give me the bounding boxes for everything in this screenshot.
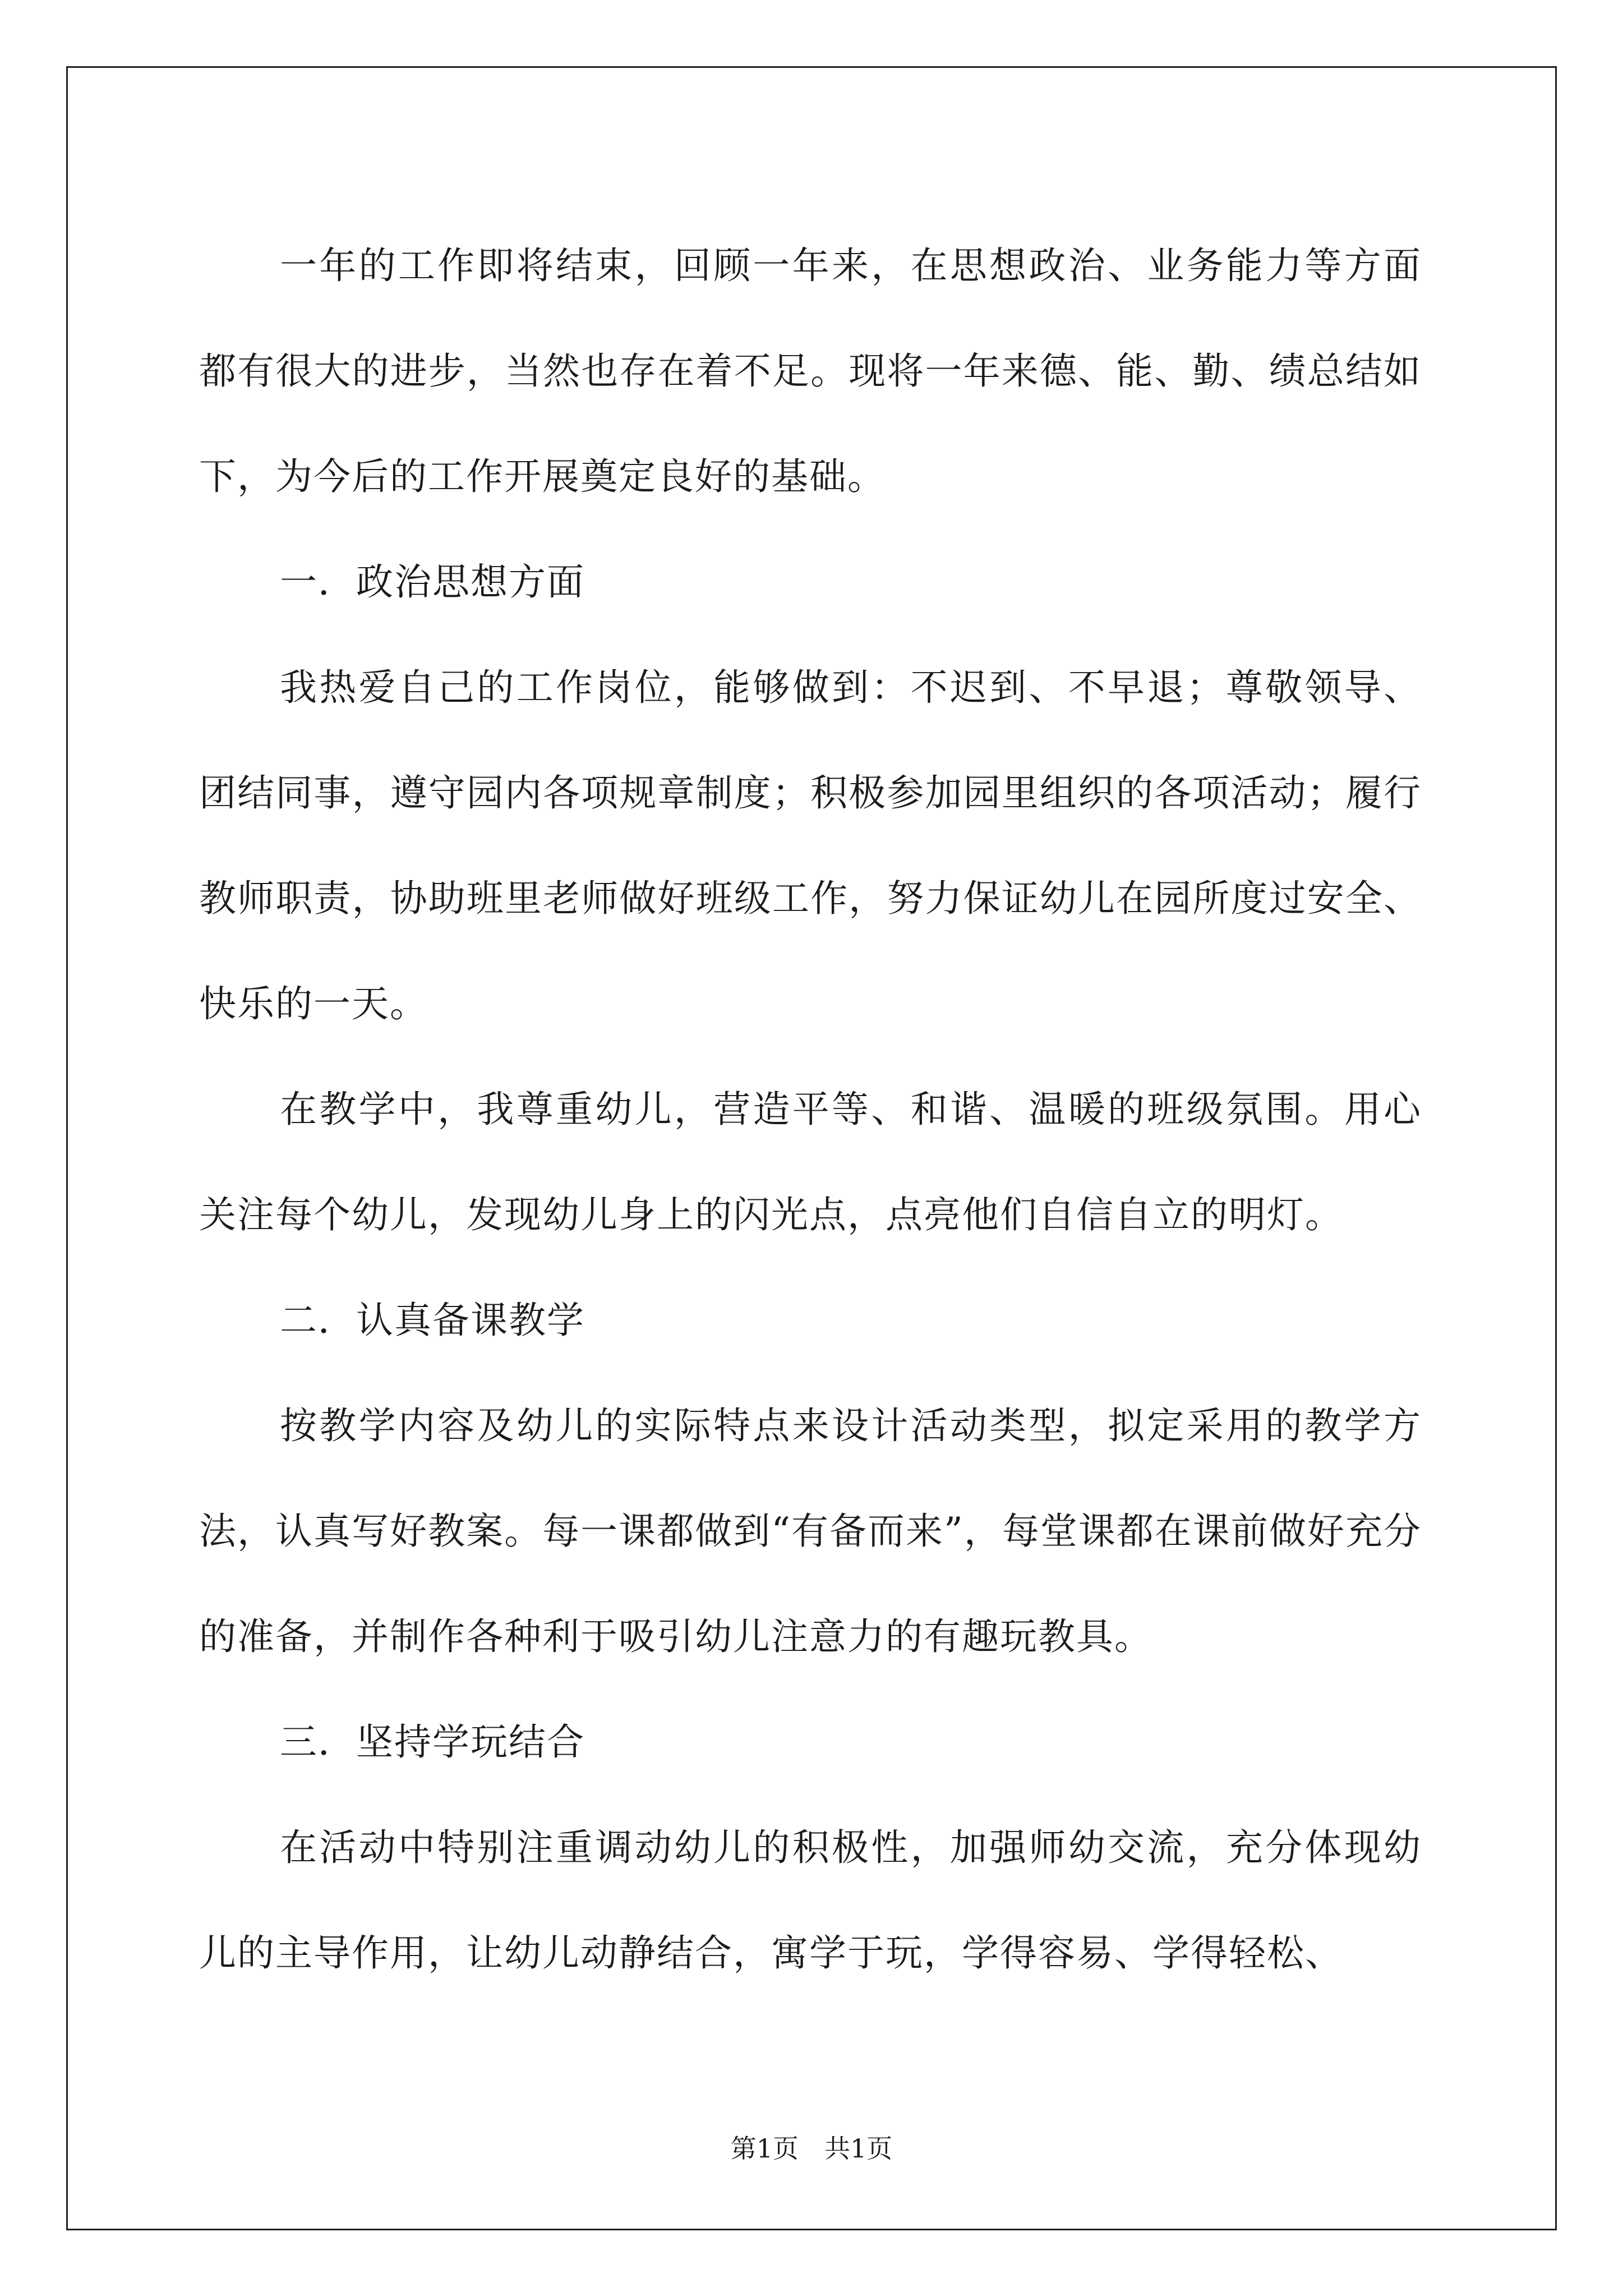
document-body: [199, 213, 1422, 2006]
section-heading-political: 一．政治思想方面: [280, 560, 585, 604]
paragraph-political-1: 我热爱自己的工作岗位，能够做到：不迟到、不早退；尊敬领导、团结同事，遵守园内各项规章制度；积极参加园里组织的各项活动；履行教师职责，协助班里老师做好班级工作，努力保证幼儿在园所度过安全、快乐的一天。: [199, 666, 1422, 1025]
section-heading-learn-play: 三．坚持学玩结合: [280, 1720, 585, 1764]
paragraph-learn-play: 在活动中特别注重调动幼儿的积极性，加强师幼交流，充分体现幼儿的主导作用，让幼儿动静结合，寓学于玩，学得容易、学得轻松、: [199, 1826, 1422, 1975]
section-heading-lesson-prep: 二．认真备课教学: [280, 1299, 585, 1342]
paragraph-political-2: 在教学中，我尊重幼儿，营造平等、和谐、温暖的班级氛围。用心关注每个幼儿，发现幼儿身上的闪光点，点亮他们自信自立的明灯。: [199, 1088, 1422, 1236]
paragraph-lesson-prep: 按教学内容及幼儿的实际特点来设计活动类型，拟定采用的教学方法，认真写好教案。每一课都做到“有备而来”，每堂课都在课前做好充分的准备，并制作各种利于吸引幼儿注意力的有趣玩教具。: [199, 1404, 1422, 1658]
page-number-footer: 第1页 共1页: [730, 2133, 893, 2164]
paragraph-intro: 一年的工作即将结束，回顾一年来，在思想政治、业务能力等方面都有很大的进步，当然也存在着不足。现将一年来德、能、勤、绩总结如下，为今后的工作开展奠定良好的基础。: [199, 244, 1422, 498]
